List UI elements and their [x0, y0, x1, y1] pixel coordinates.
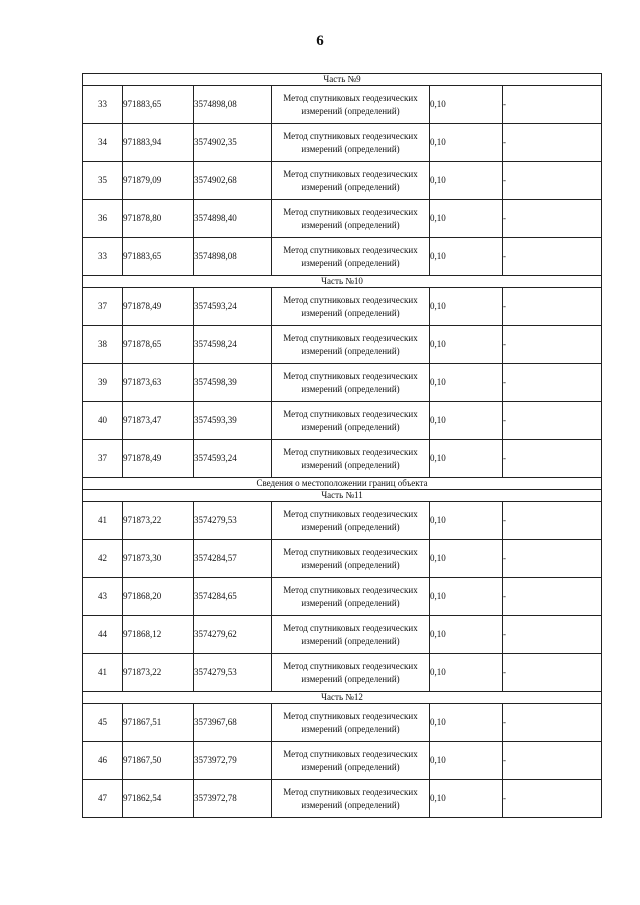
table-row	[83, 124, 602, 162]
x-coordinate-cell: 971873,22	[123, 654, 194, 692]
section-header-row	[83, 490, 602, 502]
point-number-cell: 42	[83, 540, 123, 578]
note-cell: -	[503, 540, 602, 578]
y-coordinate-cell: 3573972,78	[194, 780, 272, 818]
y-coordinate-cell: 3574279,62	[194, 616, 272, 654]
accuracy-cell: 0,10	[430, 402, 503, 440]
y-coordinate-cell: 3574902,35	[194, 124, 272, 162]
section-title: Часть №12	[83, 692, 602, 704]
table-row	[83, 502, 602, 540]
x-coordinate-cell: 971883,94	[123, 124, 194, 162]
method-cell: Метод спутниковых геодезических измерений (определений)	[272, 200, 430, 238]
method-cell: Метод спутниковых геодезических измерений (определений)	[272, 402, 430, 440]
method-cell: Метод спутниковых геодезических измерений (определений)	[272, 364, 430, 402]
method-cell: Метод спутниковых геодезических измерений (определений)	[272, 742, 430, 780]
table-row	[83, 162, 602, 200]
table-row	[83, 742, 602, 780]
point-number-cell: 47	[83, 780, 123, 818]
table-row	[83, 540, 602, 578]
point-number-cell: 39	[83, 364, 123, 402]
x-coordinate-cell: 971878,49	[123, 288, 194, 326]
note-cell: -	[503, 86, 602, 124]
method-cell: Метод спутниковых геодезических измерений (определений)	[272, 616, 430, 654]
table-row	[83, 704, 602, 742]
table-row	[83, 326, 602, 364]
accuracy-cell: 0,10	[430, 86, 503, 124]
method-cell: Метод спутниковых геодезических измерений (определений)	[272, 124, 430, 162]
note-cell: -	[503, 288, 602, 326]
note-cell: -	[503, 124, 602, 162]
x-coordinate-cell: 971868,12	[123, 616, 194, 654]
table-row	[83, 780, 602, 818]
y-coordinate-cell: 3574898,40	[194, 200, 272, 238]
table-row	[83, 578, 602, 616]
y-coordinate-cell: 3574279,53	[194, 502, 272, 540]
x-coordinate-cell: 971879,09	[123, 162, 194, 200]
note-cell: -	[503, 502, 602, 540]
accuracy-cell: 0,10	[430, 502, 503, 540]
section-header-row	[83, 74, 602, 86]
table-row	[83, 402, 602, 440]
section-header-row	[83, 478, 602, 490]
accuracy-cell: 0,10	[430, 288, 503, 326]
y-coordinate-cell: 3574902,68	[194, 162, 272, 200]
table-row	[83, 200, 602, 238]
method-cell: Метод спутниковых геодезических измерений (определений)	[272, 326, 430, 364]
method-cell: Метод спутниковых геодезических измерений (определений)	[272, 780, 430, 818]
accuracy-cell: 0,10	[430, 364, 503, 402]
table-row	[83, 86, 602, 124]
note-cell: -	[503, 742, 602, 780]
point-number-cell: 41	[83, 502, 123, 540]
note-cell: -	[503, 440, 602, 478]
y-coordinate-cell: 3574898,08	[194, 86, 272, 124]
y-coordinate-cell: 3574593,24	[194, 440, 272, 478]
section-title: Сведения о местоположении границ объекта	[83, 478, 602, 490]
y-coordinate-cell: 3574598,39	[194, 364, 272, 402]
x-coordinate-cell: 971867,50	[123, 742, 194, 780]
section-title: Часть №9	[83, 74, 602, 86]
y-coordinate-cell: 3574284,65	[194, 578, 272, 616]
x-coordinate-cell: 971867,51	[123, 704, 194, 742]
x-coordinate-cell: 971868,20	[123, 578, 194, 616]
accuracy-cell: 0,10	[430, 578, 503, 616]
point-number-cell: 33	[83, 238, 123, 276]
point-number-cell: 41	[83, 654, 123, 692]
method-cell: Метод спутниковых геодезических измерений (определений)	[272, 540, 430, 578]
accuracy-cell: 0,10	[430, 616, 503, 654]
y-coordinate-cell: 3573967,68	[194, 704, 272, 742]
y-coordinate-cell: 3573972,79	[194, 742, 272, 780]
note-cell: -	[503, 616, 602, 654]
x-coordinate-cell: 971878,65	[123, 326, 194, 364]
note-cell: -	[503, 200, 602, 238]
accuracy-cell: 0,10	[430, 540, 503, 578]
note-cell: -	[503, 780, 602, 818]
table-row	[83, 654, 602, 692]
x-coordinate-cell: 971878,80	[123, 200, 194, 238]
x-coordinate-cell: 971873,30	[123, 540, 194, 578]
method-cell: Метод спутниковых геодезических измерений (определений)	[272, 440, 430, 478]
method-cell: Метод спутниковых геодезических измерений (определений)	[272, 704, 430, 742]
section-header-row	[83, 276, 602, 288]
method-cell: Метод спутниковых геодезических измерений (определений)	[272, 288, 430, 326]
coordinates-table-body	[83, 74, 602, 818]
note-cell: -	[503, 238, 602, 276]
accuracy-cell: 0,10	[430, 238, 503, 276]
method-cell: Метод спутниковых геодезических измерений (определений)	[272, 502, 430, 540]
point-number-cell: 43	[83, 578, 123, 616]
x-coordinate-cell: 971883,65	[123, 238, 194, 276]
point-number-cell: 37	[83, 288, 123, 326]
accuracy-cell: 0,10	[430, 124, 503, 162]
accuracy-cell: 0,10	[430, 326, 503, 364]
table-row	[83, 238, 602, 276]
point-number-cell: 45	[83, 704, 123, 742]
accuracy-cell: 0,10	[430, 742, 503, 780]
accuracy-cell: 0,10	[430, 162, 503, 200]
method-cell: Метод спутниковых геодезических измерений (определений)	[272, 578, 430, 616]
table-row	[83, 364, 602, 402]
note-cell: -	[503, 402, 602, 440]
y-coordinate-cell: 3574593,24	[194, 288, 272, 326]
note-cell: -	[503, 704, 602, 742]
x-coordinate-cell: 971873,63	[123, 364, 194, 402]
x-coordinate-cell: 971883,65	[123, 86, 194, 124]
method-cell: Метод спутниковых геодезических измерений (определений)	[272, 238, 430, 276]
point-number-cell: 36	[83, 200, 123, 238]
x-coordinate-cell: 971862,54	[123, 780, 194, 818]
accuracy-cell: 0,10	[430, 440, 503, 478]
method-cell: Метод спутниковых геодезических измерений (определений)	[272, 86, 430, 124]
note-cell: -	[503, 326, 602, 364]
table-row	[83, 616, 602, 654]
x-coordinate-cell: 971873,47	[123, 402, 194, 440]
note-cell: -	[503, 364, 602, 402]
table-row	[83, 440, 602, 478]
method-cell: Метод спутниковых геодезических измерений (определений)	[272, 162, 430, 200]
note-cell: -	[503, 578, 602, 616]
y-coordinate-cell: 3574898,08	[194, 238, 272, 276]
point-number-cell: 35	[83, 162, 123, 200]
y-coordinate-cell: 3574279,53	[194, 654, 272, 692]
y-coordinate-cell: 3574593,39	[194, 402, 272, 440]
accuracy-cell: 0,10	[430, 704, 503, 742]
y-coordinate-cell: 3574598,24	[194, 326, 272, 364]
x-coordinate-cell: 971873,22	[123, 502, 194, 540]
point-number-cell: 46	[83, 742, 123, 780]
point-number-cell: 37	[83, 440, 123, 478]
accuracy-cell: 0,10	[430, 654, 503, 692]
accuracy-cell: 0,10	[430, 780, 503, 818]
note-cell: -	[503, 162, 602, 200]
point-number-cell: 38	[83, 326, 123, 364]
coordinates-table	[82, 73, 602, 818]
table-row	[83, 288, 602, 326]
page-number: 6	[316, 33, 324, 49]
accuracy-cell: 0,10	[430, 200, 503, 238]
point-number-cell: 33	[83, 86, 123, 124]
section-title: Часть №10	[83, 276, 602, 288]
point-number-cell: 40	[83, 402, 123, 440]
point-number-cell: 44	[83, 616, 123, 654]
note-cell: -	[503, 654, 602, 692]
x-coordinate-cell: 971878,49	[123, 440, 194, 478]
section-title: Часть №11	[83, 490, 602, 502]
section-header-row	[83, 692, 602, 704]
y-coordinate-cell: 3574284,57	[194, 540, 272, 578]
point-number-cell: 34	[83, 124, 123, 162]
method-cell: Метод спутниковых геодезических измерений (определений)	[272, 654, 430, 692]
